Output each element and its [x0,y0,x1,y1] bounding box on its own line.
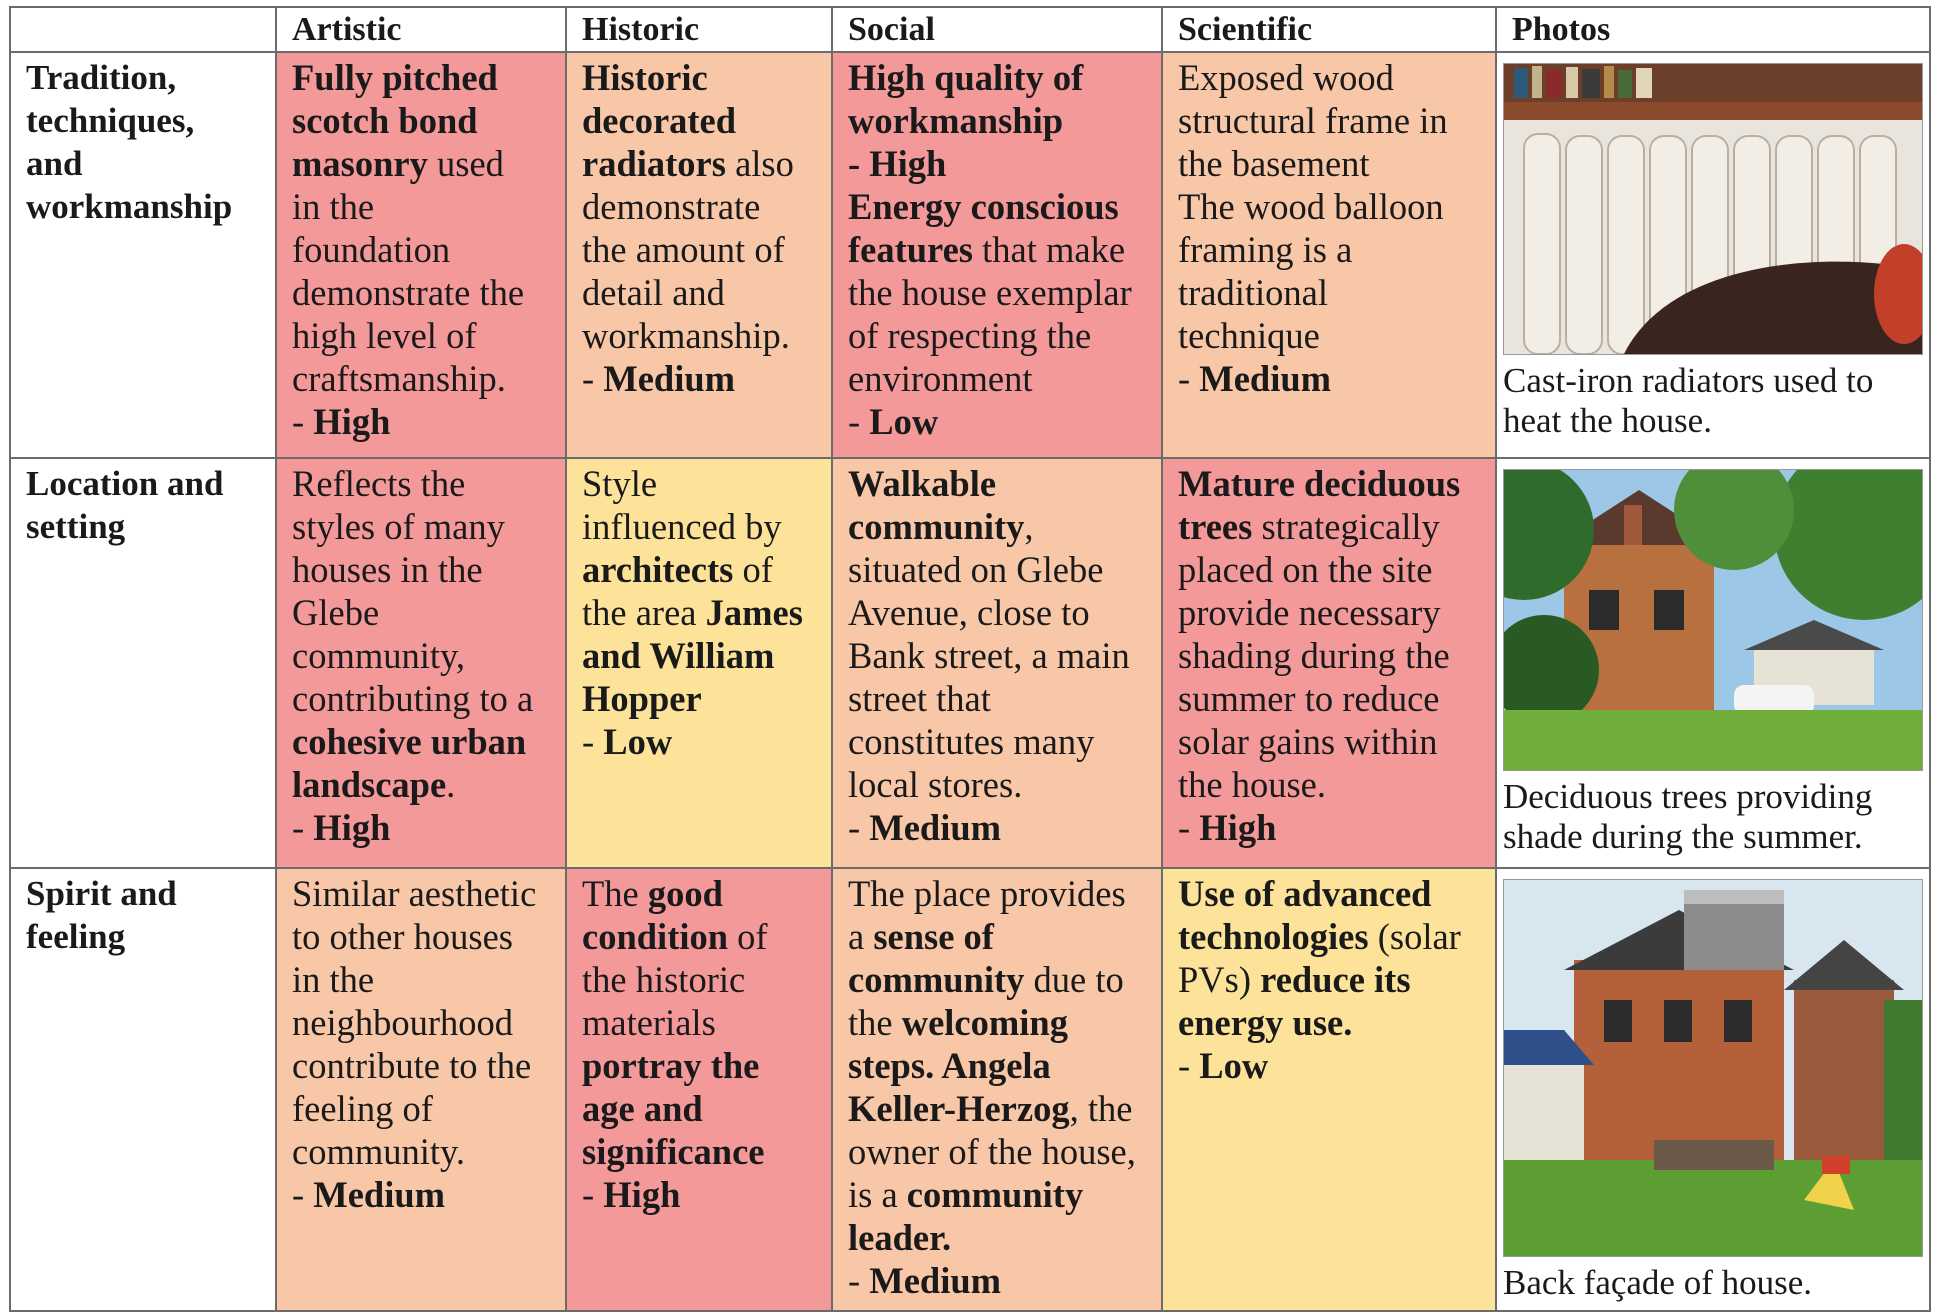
cell-text-line [848,1173,1151,1216]
cell-text-line [1178,720,1485,763]
cell-text-line [292,915,555,958]
text: the house. [1178,764,1326,805]
cell-photo [1496,52,1930,458]
cell-text-line [1178,314,1485,357]
bold-text: steps. Angela [848,1045,1051,1086]
text: workmanship. [582,315,790,356]
text: a [848,916,874,957]
bold-text: masonry [292,143,428,184]
cell-text-line [1178,1001,1485,1044]
row-label [10,458,276,868]
cell-text-line [582,462,821,505]
text: the [848,1002,902,1043]
bold-text: Medium [603,358,736,399]
text: that make [973,229,1126,270]
cell-text-line [582,958,821,1001]
bold-text: energy use. [1178,1002,1353,1043]
photo-caption [1503,777,1929,857]
caption-line: Cast-iron radiators used to [1503,361,1874,400]
cell-text-line [292,1173,555,1216]
cell-text-line [292,763,555,806]
text: neighbourhood [292,1002,513,1043]
cell-text-line [292,677,555,720]
text: of respecting the [848,315,1092,356]
row-tradition [10,52,1930,458]
bold-text: Walkable [848,463,997,504]
text: street that [848,678,991,719]
text: - [582,721,604,762]
text: the historic [582,959,746,1000]
caption-line: Back façade of house. [1503,1263,1813,1302]
cell-text-line [848,1044,1151,1087]
cell-text-line [1178,958,1485,1001]
row-location [10,458,1930,868]
text: - [582,1174,604,1215]
text: - [582,358,604,399]
cell-text-line [582,1087,821,1130]
header-historic: Historic [566,7,832,52]
cell-text-line [582,634,821,677]
cell-text-line [582,677,821,720]
cell-historic [566,52,832,458]
cell-text-line [292,271,555,314]
header-social: Social [832,7,1162,52]
cell-text-line [1178,228,1485,271]
caption-line: Deciduous trees providing [1503,777,1873,816]
bold-text: Mature deciduous [1178,463,1461,504]
cell-text-line [848,634,1151,677]
row-label-line: Tradition, [26,58,177,97]
text: environment [848,358,1033,399]
cell-text-line [582,228,821,271]
cell-text-line [292,185,555,228]
cell-text-line [582,591,821,634]
bold-text: High [603,1174,681,1215]
text: shading during the [1178,635,1450,676]
cell-text-line [1178,763,1485,806]
cell-text-line [292,720,555,763]
bold-text: Fully pitched [292,57,498,98]
photo-caption [1503,361,1929,441]
text: - [848,401,870,442]
bold-text: Medium [869,1260,1002,1301]
text: of [728,916,768,957]
text: foundation [292,229,451,270]
cell-text-line [582,185,821,228]
cell-text-line [292,1044,555,1087]
cell-text-line [1178,548,1485,591]
bold-text: and William [582,635,775,676]
bold-text: High [1199,807,1277,848]
text: framing is a [1178,229,1353,270]
cell-scientific [1162,868,1496,1311]
text: - [292,401,314,442]
bold-text: Energy conscious [848,186,1119,227]
cell-text-line [848,314,1151,357]
cell-text-line [1178,1044,1485,1087]
bold-text: technologies [1178,916,1369,957]
row-label-line: and [26,144,83,183]
house-trees-photo [1503,469,1923,771]
text: feeling of [292,1088,433,1129]
cell-text-line [292,56,555,99]
text: structural frame in [1178,100,1448,141]
text: due to [1024,959,1124,1000]
bold-text: Use of advanced [1178,873,1432,914]
text: high level of [292,315,477,356]
cell-text-line [1178,591,1485,634]
cell-text-line [1178,271,1485,314]
cell-text-line [848,958,1151,1001]
text: Reflects the [292,463,466,504]
row-label-line: Spirit and [26,874,177,913]
cell-text-line [1178,872,1485,915]
cell-text-line [848,1216,1151,1259]
text: contribute to the [292,1045,532,1086]
text: community. [292,1131,466,1172]
text: is a [848,1174,907,1215]
text: solar gains within [1178,721,1438,762]
bold-text: community [848,506,1025,547]
cell-text-line [848,806,1151,849]
cell-text-line [848,142,1151,185]
cell-text-line [582,142,821,185]
text: placed on the site [1178,549,1433,590]
bold-text: sense of [873,916,994,957]
cell-text-line [292,872,555,915]
cell-text-line [848,357,1151,400]
text: influenced by [582,506,782,547]
bold-text: trees [1178,506,1253,547]
cell-text-line [848,228,1151,271]
cell-text-line [848,1001,1151,1044]
bold-text: Keller-Herzog [848,1088,1070,1129]
cell-text-line [1178,915,1485,958]
row-label-line: techniques, [26,101,195,140]
cell-text-line [292,1130,555,1173]
bold-text: Medium [869,807,1002,848]
text: of [733,549,773,590]
row-label [10,52,276,458]
header-artistic: Artistic [276,7,566,52]
cell-text-line [292,357,555,400]
bold-text: cohesive urban [292,721,527,762]
text: owner of the house, [848,1131,1136,1172]
cell-text-line [848,99,1151,142]
cell-historic [566,868,832,1311]
text: Bank street, a main [848,635,1130,676]
bold-text: Low [603,721,673,762]
text: Avenue, close to [848,592,1090,633]
text: craftsmanship. [292,358,506,399]
bold-text: community [848,959,1025,1000]
text: strategically [1252,506,1440,547]
cell-historic [566,458,832,868]
text: also [725,143,794,184]
cell-text-line [1178,677,1485,720]
bold-text: Historic [582,57,708,98]
cell-social [832,52,1162,458]
cell-text-line [582,99,821,142]
bold-text: radiators [582,143,726,184]
bold-text: High [313,401,391,442]
cell-text-line [292,1087,555,1130]
cell-text-line [292,548,555,591]
cell-text-line [582,56,821,99]
cell-text-line [582,1001,821,1044]
bold-text: portray the [582,1045,760,1086]
text: the house exemplar [848,272,1132,313]
cell-scientific [1162,458,1496,868]
text: used [427,143,504,184]
bold-text: welcoming [901,1002,1068,1043]
row-label-line: setting [26,507,126,546]
cell-text-line [582,720,821,763]
text: Similar aesthetic [292,873,537,914]
header-blank [10,7,276,52]
bold-text: age and [582,1088,703,1129]
text: the amount of [582,229,785,270]
bold-text: - High [848,143,947,184]
back-facade-photo [1503,879,1923,1257]
cell-text-line [582,357,821,400]
text: demonstrate the [292,272,525,313]
text: houses in the [292,549,483,590]
cell-text-line [1178,357,1485,400]
cell-text-line [292,462,555,505]
cell-text-line [848,505,1151,548]
cell-photo [1496,868,1930,1311]
cell-text-line [292,314,555,357]
cell-text-line [292,634,555,677]
cell-text-line [848,763,1151,806]
text: detail and [582,272,725,313]
cell-artistic [276,458,566,868]
row-label [10,868,276,1311]
cell-text-line [582,1130,821,1173]
bold-text: significance [582,1131,765,1172]
text: the area [582,592,706,633]
text: - [1178,1045,1200,1086]
cell-text-line [582,548,821,591]
cell-text-line [292,1001,555,1044]
text: - [292,807,314,848]
text: - [1178,807,1200,848]
text: situated on Glebe [848,549,1104,590]
cell-text-line [848,915,1151,958]
cell-text-line [582,271,821,314]
text: Glebe [292,592,380,633]
cell-text-line [848,185,1151,228]
cell-text-line [848,548,1151,591]
bold-text: landscape [292,764,447,805]
bold-text: decorated [582,100,737,141]
cell-text-line [1178,56,1485,99]
cell-text-line [582,505,821,548]
text: materials [582,1002,716,1043]
cell-text-line [582,872,821,915]
cell-photo [1496,458,1930,868]
text: provide necessary [1178,592,1441,633]
bold-text: James [705,592,803,633]
text: in the [292,959,375,1000]
cell-text-line [1178,806,1485,849]
cell-text-line [582,314,821,357]
row-label-line: workmanship [26,187,233,226]
heritage-value-table [9,6,1931,1312]
text: The place provides [848,873,1126,914]
cell-text-line [292,99,555,142]
text: constitutes many [848,721,1095,762]
cell-scientific [1162,52,1496,458]
bold-text: workmanship [848,100,1064,141]
bold-text: architects [582,549,734,590]
text: , [1024,506,1034,547]
cell-text-line [848,56,1151,99]
cell-text-line [1178,185,1485,228]
bold-text: Medium [1199,358,1332,399]
caption-line: shade during the summer. [1503,817,1863,856]
bold-text: reduce its [1260,959,1411,1000]
text: demonstrate [582,186,761,227]
text: local stores. [848,764,1023,805]
cell-text-line [848,400,1151,443]
bold-text: good [647,873,723,914]
text: , the [1069,1088,1133,1129]
bold-text: High [313,807,391,848]
cell-text-line [1178,142,1485,185]
bold-text: Hopper [582,678,702,719]
cell-text-line [292,505,555,548]
text: in the [292,186,375,227]
row-spirit [10,868,1930,1311]
text: styles of many [292,506,505,547]
radiator-photo [1503,63,1923,355]
text: the basement [1178,143,1370,184]
text: summer to reduce [1178,678,1440,719]
cell-artistic [276,52,566,458]
header-photos: Photos [1496,7,1930,52]
row-label-line: feeling [26,917,126,956]
bold-text: High quality of [848,57,1084,98]
bold-text: leader. [848,1217,952,1258]
text: - [848,807,870,848]
cell-text-line [292,806,555,849]
text: Style [582,463,658,504]
bold-text: Low [1199,1045,1269,1086]
cell-social [832,458,1162,868]
cell-text-line [848,462,1151,505]
cell-text-line [292,142,555,185]
text: . [446,764,456,805]
text: The wood balloon [1178,186,1444,227]
text: to other houses [292,916,513,957]
text: (solar [1368,916,1461,957]
text: traditional [1178,272,1329,313]
bold-text: features [848,229,974,270]
cell-text-line [848,677,1151,720]
cell-text-line [848,271,1151,314]
cell-text-line [1178,505,1485,548]
cell-text-line [848,591,1151,634]
bold-text: condition [582,916,729,957]
text: PVs) [1178,959,1261,1000]
text: - [848,1260,870,1301]
photo-caption [1503,1263,1929,1303]
text: - [1178,358,1200,399]
cell-artistic [276,868,566,1311]
bold-text: Low [869,401,939,442]
text: Exposed wood [1178,57,1394,98]
cell-text-line [292,958,555,1001]
cell-text-line [582,915,821,958]
cell-text-line [292,591,555,634]
cell-text-line [1178,634,1485,677]
row-label-line: Location and [26,464,224,503]
header-scientific: Scientific [1162,7,1496,52]
caption-line: heat the house. [1503,401,1712,440]
cell-text-line [582,1044,821,1087]
bold-text: Medium [313,1174,446,1215]
text: technique [1178,315,1320,356]
cell-text-line [848,1087,1151,1130]
text: - [292,1174,314,1215]
header-row [10,7,1930,52]
cell-social [832,868,1162,1311]
bold-text: scotch bond [292,100,478,141]
cell-text-line [1178,99,1485,142]
cell-text-line [582,1173,821,1216]
text: The [582,873,648,914]
cell-text-line [1178,462,1485,505]
cell-text-line [292,400,555,443]
cell-text-line [848,720,1151,763]
cell-text-line [292,228,555,271]
cell-text-line [848,872,1151,915]
cell-text-line [848,1259,1151,1302]
bold-text: community [906,1174,1084,1215]
text: contributing to a [292,678,534,719]
cell-text-line [848,1130,1151,1173]
text: community, [292,635,466,676]
